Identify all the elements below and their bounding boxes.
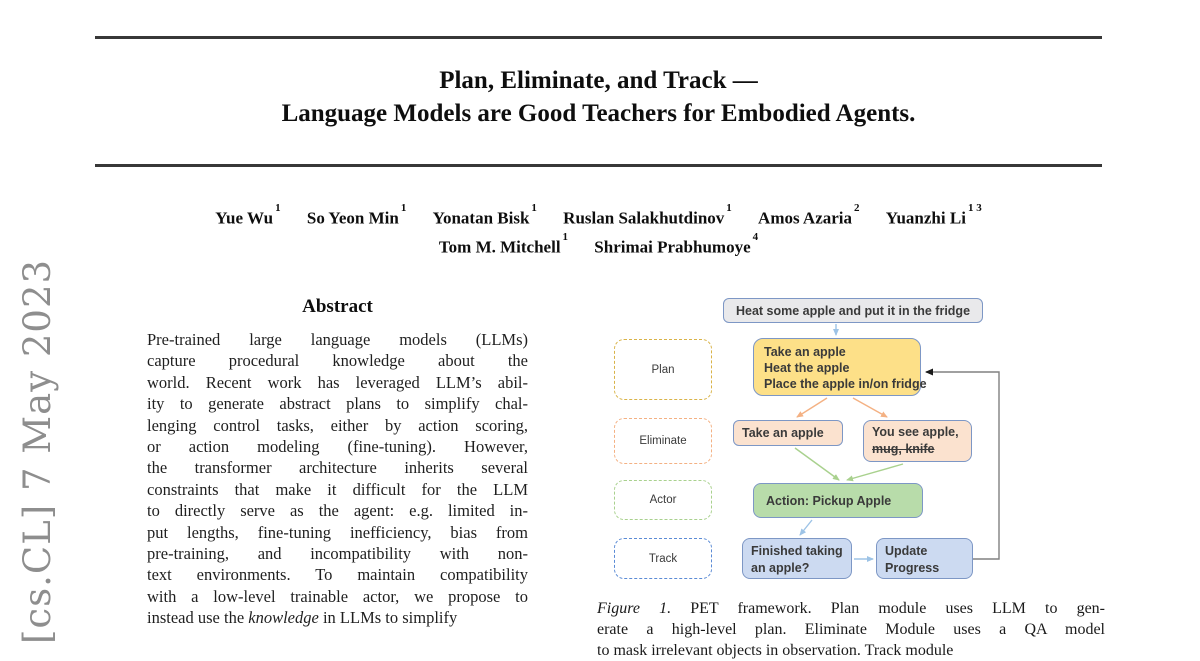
title-line-2: Language Models are Good Teachers for Embodied Agents. [281,100,916,127]
author: Shrimai Prabhumoye$^4$ [594,230,759,257]
author: Tom M. Mitchell$^1$ [438,230,569,257]
arrow-subgoal-to-actor [795,448,839,480]
abstract-line: pre-training, and incompatibility with non- [147,544,528,564]
author: Ruslan Salakhutdinov$^1$ [563,202,732,228]
abstract-line: Pre-trained large language models (LLMs) [147,330,528,349]
feedback-loop-arrow [926,372,999,559]
author: Yuanzhi $Li^{1 3}$ [885,202,982,228]
caption-line: erate a high-level plan. Eliminate Module uses a QA model [597,621,1105,638]
abstract-line: instead use the knowledge in LLMs to simplify [147,608,458,628]
strikethrough-objects: mug, knife [872,442,935,456]
track-update-node: Update Progress [876,538,973,579]
abstract-section [147,296,528,629]
goal-node: Heat some apple and put it in the fridge [723,298,983,323]
abstract-line: text environments. To maintain compatibility [147,565,528,585]
arxiv-stamp: [cs.CL] 7 May 2023 [16,258,59,644]
abstract-line: put lengths, fine-tuning inefficiency, bias from [147,522,528,542]
arrow-plan-to-observation [853,398,887,417]
author: So Yeon Min$^1$ [306,202,407,228]
top-rule [95,36,1102,39]
module-label-plan: Plan [614,339,712,400]
abstract-line: lenging control tasks, either by action scoring, [147,415,528,435]
title-line-1: Plan, Eliminate, and Track — [439,67,758,94]
abstract-line: or action modeling (fine-tuning). However, [147,437,528,457]
track-question-node: Finished taking an apple? [742,538,852,579]
arrow-plan-to-subgoal [797,398,827,417]
module-label-track: Track [614,538,712,579]
author: Amos Azaria$^2$ [758,202,860,228]
author: Yonatan Bisk$^1$ [432,202,537,228]
arrow-actor-to-track [800,520,812,535]
actor-node: Action: Pickup Apple [753,483,923,518]
mid-rule [95,164,1102,167]
caption-line: Figure 1. PET framework. Plan module uses LLM to gen- [597,600,1106,617]
author-row-2 [95,231,1102,260]
abstract-heading: Abstract [302,296,373,317]
abstract-line: capture procedural knowledge about the [147,351,528,371]
abstract-line: with a low-level trainable actor, we propose to [147,586,528,606]
caption-label: Figure 1. [597,600,672,617]
caption-line: to mask irrelevant objects in observation. Track module [597,642,954,659]
figure-caption [597,598,1105,661]
author: Yue Wu$^1$ [215,202,281,228]
abstract-line: world. Recent work has leveraged LLM’s abil- [147,372,528,392]
abstract-line: ity to generate abstract plans to simplify chal- [147,394,528,414]
eliminate-observation-node: You see apple, mug, knife [863,420,972,462]
module-label-eliminate: Eliminate [614,418,712,464]
abstract-line: constraints that make it difficult for the LLM [147,479,528,499]
arrow-observation-to-actor [847,464,903,480]
paper-title [95,64,1102,130]
italic-word: knowledge [248,608,319,628]
pet-framework-figure [605,292,1005,592]
plan-node: Take an apple Heat the apple Place the apple in/on fridge [753,338,921,396]
author-row-1 [95,202,1102,231]
eliminate-subgoal-node: Take an apple [733,420,843,446]
abstract-line: to directly serve as the agent: e.g. limited in- [147,501,528,521]
module-label-actor: Actor [614,480,712,520]
author-list [95,202,1102,259]
abstract-line: the transformer architecture inherits several [147,458,528,478]
